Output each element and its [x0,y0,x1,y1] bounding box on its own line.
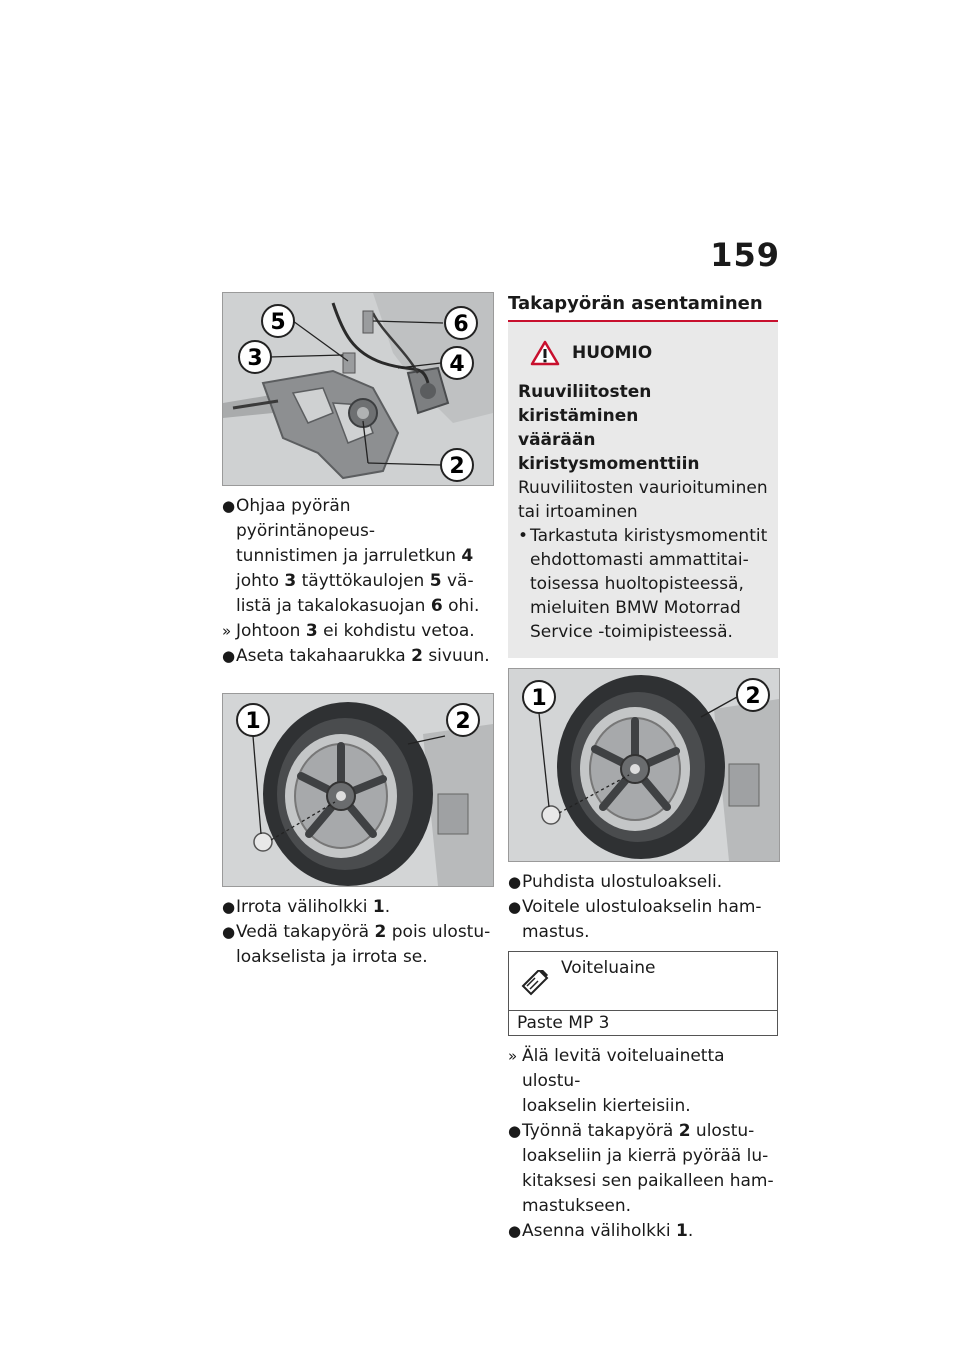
step-line: ● Asenna väliholkki 1. [508,1221,694,1241]
step-line: ● Ohjaa pyörän pyörintänopeus- [222,496,376,541]
svg-text:4: 4 [449,352,465,377]
svg-text:6: 6 [453,312,469,337]
caution-label: HUOMIO [572,343,653,363]
svg-text:2: 2 [449,454,465,479]
figure-swingarm-cable [222,292,494,486]
step-line: loakseliin ja kierrä pyörää lu- [522,1146,769,1166]
caution-header [530,340,768,366]
svg-text:2: 2 [745,684,761,709]
step-result: » Älä levitä voiteluainetta ulostu- [508,1046,725,1091]
step-line: ● Aseta takahaarukka 2 sivuun. [222,646,490,666]
caution-effect: Ruuviliitosten vaurioituminen tai irtoaminen [518,478,768,522]
lubricant-table [508,951,778,1036]
lubricant-value: Paste MP 3 [517,1013,610,1033]
callout-4 [441,347,473,379]
step-line: ● Voitele ulostuloakselin ham- [508,897,762,917]
right-column [508,292,778,1244]
steps-remove-cable [222,494,494,669]
callout-3 [239,341,271,373]
step-result: » Johtoon 3 ei kohdistu vetoa. [222,621,475,641]
callout-2 [441,449,473,481]
lubricant-label: Voiteluaine [561,958,656,978]
callout-1 [523,681,555,713]
callout-1 [237,704,269,736]
step-line: tunnistimen ja jarruletkun 4 [236,546,474,566]
svg-text:3: 3 [247,346,263,371]
callout-5 [262,305,294,337]
caution-box [508,322,778,658]
page-number: 159 [710,236,780,274]
svg-text:2: 2 [455,709,471,734]
step-line: loakselin kierteisiin. [522,1096,691,1116]
step-line: ● Työnnä takapyörä 2 ulostu- [508,1121,755,1141]
lubricant-tube-icon [519,970,553,996]
callout-6 [445,307,477,339]
step-line: ● Vedä takapyörä 2 pois ulostu- [222,922,491,942]
step-line: johto 3 täyttökaulojen 5 vä- [236,571,474,591]
figure-wheel-remove [222,693,494,887]
svg-text:1: 1 [245,709,261,734]
caution-action: • Tarkastuta kiristysmomentit ehdottomasti ammattitai- toisessa huoltopisteessä, mieluiten BMW Motorrad Service -toimipisteessä. [518,526,768,642]
step-line: listä ja takalokasuojan 6 ohi. [236,596,480,616]
step-line: ● Irrota väliholkki 1. [222,897,391,917]
step-line: mastukseen. [522,1196,632,1216]
steps-remove-wheel [222,895,494,970]
svg-text:5: 5 [270,310,286,335]
svg-text:1: 1 [531,686,547,711]
section-title: Takapyörän asentaminen [508,292,778,322]
step-line: mastus. [522,922,590,942]
step-line: ● Puhdista ulostuloakseli. [508,872,723,892]
left-column [222,292,494,970]
step-line: loakselista ja irrota se. [236,947,428,967]
callout-2 [737,679,769,711]
caution-cause: Ruuviliitosten kiristäminen väärään kiristysmomenttiin [518,382,700,474]
lubricant-header [509,952,777,1011]
warning-triangle-icon [530,340,560,366]
figure-wheel-install [508,668,780,862]
callout-2 [447,704,479,736]
step-line: kitaksesi sen paikalleen ham- [522,1171,774,1191]
steps-lubricate [508,870,778,945]
steps-install-wheel [508,1044,778,1244]
